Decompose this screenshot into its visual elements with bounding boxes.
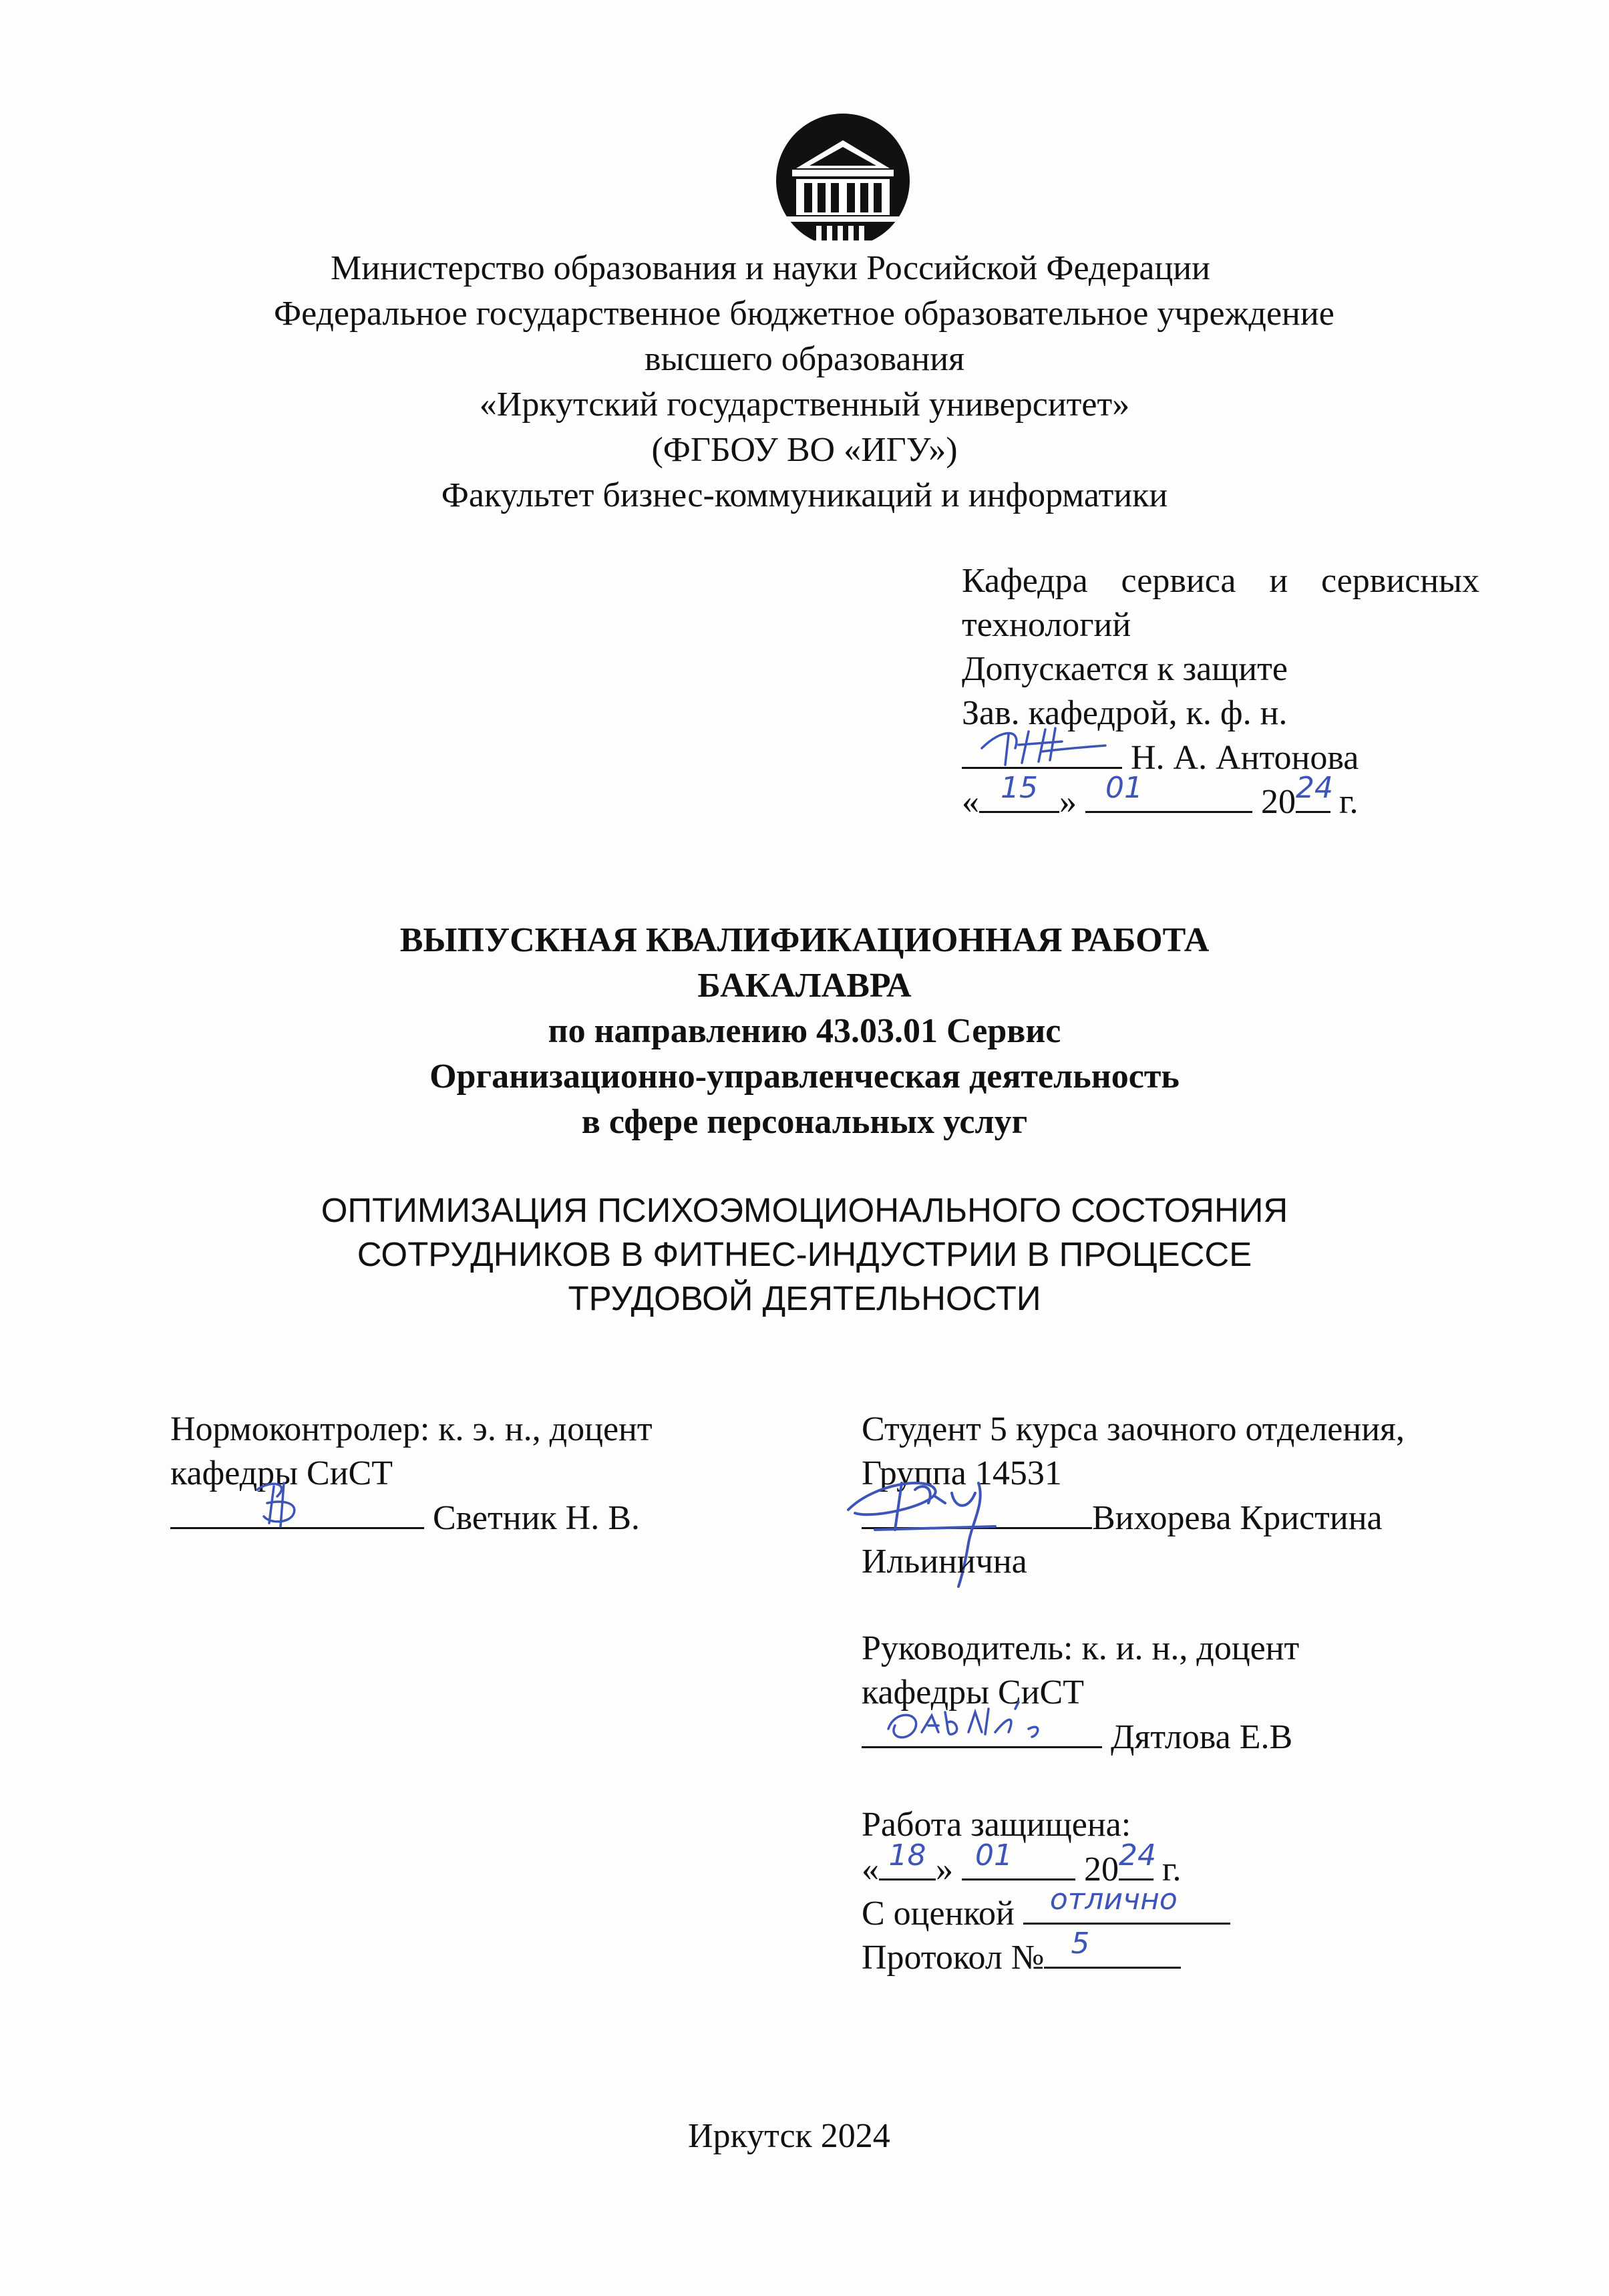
normcontroller-line-2: кафедры СиСТ xyxy=(170,1454,393,1492)
defense-label: Работа защищена: xyxy=(862,1806,1131,1844)
supervisor-signature-line xyxy=(862,1715,1292,1759)
thesis-title-line-2: СОТРУДНИКОВ В ФИТНЕС-ИНДУСТРИИ В ПРОЦЕССЕ xyxy=(357,1235,1252,1273)
supervisor-line-2: кафедры СиСТ xyxy=(862,1673,1084,1711)
approval-year-blank xyxy=(1296,771,1333,813)
supervisor-line-1: Руководитель: к. и. н., доцент xyxy=(862,1629,1300,1667)
institution-line: Федеральное государственное бюджетное образовательное учреждение xyxy=(274,295,1334,333)
signature-blank xyxy=(962,736,1122,769)
quote-open: « xyxy=(962,783,979,821)
city-year: Иркутск 2024 xyxy=(688,2117,890,2155)
quote-close: » xyxy=(936,1850,953,1889)
normcontroller-name: Светник Н. В. xyxy=(433,1499,640,1537)
thesis-title-line-3: ТРУДОВОЙ ДЕЯТЕЛЬНОСТИ xyxy=(568,1279,1041,1317)
admission-line: Допускается к защите xyxy=(962,650,1288,688)
profile-line-1: Организационно-управленческая деятельность xyxy=(429,1057,1180,1096)
protocol-number: 5 xyxy=(1071,1927,1090,1961)
protocol-blank xyxy=(1044,1927,1181,1969)
defense-month-blank xyxy=(962,1838,1075,1880)
profile-line-2: в сфере персональных услуг xyxy=(581,1103,1028,1141)
thesis-title-line-1: ОПТИМИЗАЦИЯ ПСИХОЭМОЦИОНАЛЬНОГО СОСТОЯНИЯ xyxy=(321,1191,1288,1229)
defense-month: 01 xyxy=(975,1838,1013,1872)
approval-year-prefix: 20 xyxy=(1261,783,1296,821)
university-abbreviation: (ФГБОУ ВО «ИГУ») xyxy=(651,431,958,469)
head-name: Н. А. Антонова xyxy=(1131,739,1359,777)
grade-value: отлично xyxy=(1049,1882,1178,1917)
direction-line: по направлению 43.03.01 Сервис xyxy=(548,1012,1061,1050)
signature-blank xyxy=(170,1496,424,1529)
faculty-line: Факультет бизнес-коммуникаций и информатики xyxy=(441,476,1168,514)
normcontroller-signature-line xyxy=(170,1496,640,1540)
head-of-department-line: Зав. кафедрой, к. ф. н. xyxy=(962,694,1288,732)
protocol-line xyxy=(862,1927,1181,1979)
grade-blank xyxy=(1023,1882,1230,1925)
approval-date-line xyxy=(962,771,1359,824)
handwritten-signature xyxy=(875,1695,1089,1749)
university-logo xyxy=(769,107,916,240)
grade-label: С оценкой xyxy=(862,1895,1015,1933)
department-line-1: Кафедра сервиса и сервисных xyxy=(962,562,1479,600)
normcontroller-line-1: Нормоконтролер: к. э. н., доцент xyxy=(170,1410,653,1448)
ministry-line: Министерство образования и науки Российской Федерации xyxy=(331,249,1210,287)
defense-year-blank xyxy=(1119,1838,1156,1880)
defense-year-tail: г. xyxy=(1162,1850,1182,1889)
approval-month-blank xyxy=(1085,771,1252,813)
student-line-1: Студент 5 курса заочного отделения, xyxy=(862,1410,1405,1448)
student-name-line-1: Вихорева Кристина xyxy=(1092,1499,1383,1537)
protocol-label: Протокол № xyxy=(862,1939,1045,1977)
defense-year-suffix: 24 xyxy=(1119,1838,1156,1872)
student-line-2: Группа 14531 xyxy=(862,1454,1062,1492)
student-name-line-2: Ильинична xyxy=(862,1542,1027,1581)
approval-year-tail: г. xyxy=(1339,783,1359,821)
institution-level-line: высшего образования xyxy=(644,340,965,378)
department-line-2: технологий xyxy=(962,606,1131,644)
defense-day-blank xyxy=(879,1838,936,1880)
approval-year-suffix: 24 xyxy=(1296,771,1333,805)
work-type-line-2: БАКАЛАВРА xyxy=(697,967,912,1005)
signature-blank xyxy=(862,1715,1102,1748)
defense-year-prefix: 20 xyxy=(1084,1850,1119,1889)
defense-day: 18 xyxy=(888,1838,926,1872)
quote-open: « xyxy=(862,1850,879,1889)
quote-close: » xyxy=(1059,783,1077,821)
university-name: «Иркутский государственный университет» xyxy=(479,385,1130,424)
supervisor-name: Дятлова Е.В xyxy=(1111,1718,1293,1756)
approval-day: 15 xyxy=(1001,771,1038,805)
work-type-line-1: ВЫПУСКНАЯ КВАЛИФИКАЦИОННАЯ РАБОТА xyxy=(399,921,1210,959)
approval-month: 01 xyxy=(1105,771,1143,805)
approval-day-blank xyxy=(979,771,1059,813)
student-signature-line xyxy=(862,1496,1383,1540)
signature-blank xyxy=(862,1496,1092,1529)
handwritten-signature xyxy=(244,1476,324,1530)
handwritten-signature xyxy=(975,721,1109,768)
